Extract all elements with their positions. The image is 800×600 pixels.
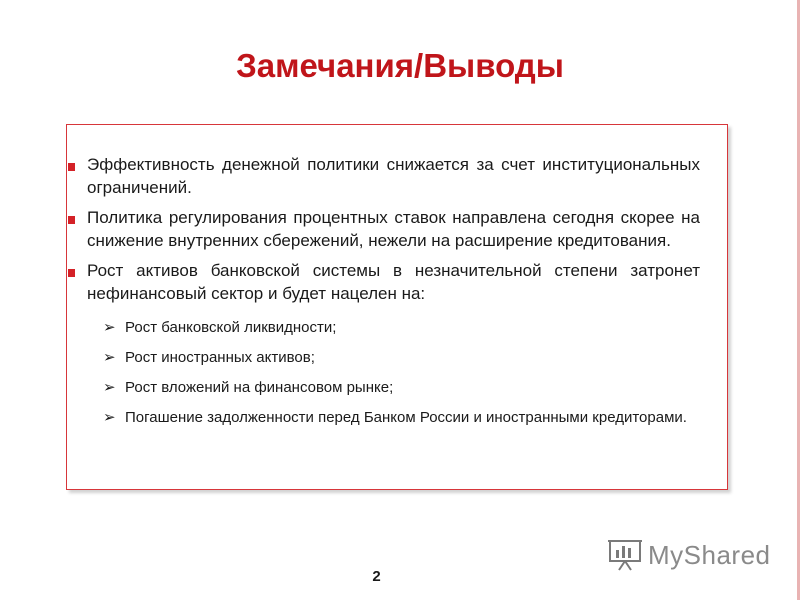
square-bullet-icon	[68, 163, 75, 171]
watermark-text: MyShared	[648, 539, 771, 570]
watermark-logo	[608, 538, 771, 572]
presentation-board-icon	[608, 538, 644, 572]
content-frame	[66, 124, 728, 490]
square-bullet-icon	[68, 216, 75, 224]
bullet-item	[87, 206, 700, 252]
arrow-bullet-icon: ➢	[103, 349, 116, 366]
sub-bullet-list	[87, 317, 700, 428]
bullet-text: Эффективность денежной политики снижается за счет институциональных ограничений.	[87, 155, 700, 197]
arrow-bullet-icon: ➢	[103, 379, 116, 396]
slide-title: Замечания/Выводы	[236, 47, 564, 84]
bullet-text: Политика регулирования процентных ставок направлена сегодня скорее на снижение внутренних сбережений, нежели на расширение кредитования.	[87, 208, 700, 250]
arrow-bullet-icon: ➢	[103, 319, 116, 336]
sub-bullet-item	[87, 347, 700, 368]
bullet-item	[87, 259, 700, 428]
sub-bullet-item	[87, 377, 700, 398]
sub-bullet-text: Рост иностранных активов;	[125, 349, 315, 366]
bullet-text: Рост активов банковской системы в незначительной степени затронет нефинансовый сектор и будет нацелен на:	[87, 261, 700, 303]
page-number: 2	[372, 568, 381, 585]
sub-bullet-item	[87, 317, 700, 338]
sub-bullet-text: Рост вложений на финансовом рынке;	[125, 379, 394, 396]
bullet-item	[87, 153, 700, 199]
sub-bullet-text: Рост банковской ликвидности;	[125, 319, 337, 336]
sub-bullet-text: Погашение задолженности перед Банком России и иностранными кредиторами.	[125, 409, 687, 426]
sub-bullet-item	[87, 407, 700, 428]
square-bullet-icon	[68, 269, 75, 277]
arrow-bullet-icon: ➢	[103, 409, 116, 426]
bullet-list	[87, 153, 700, 437]
